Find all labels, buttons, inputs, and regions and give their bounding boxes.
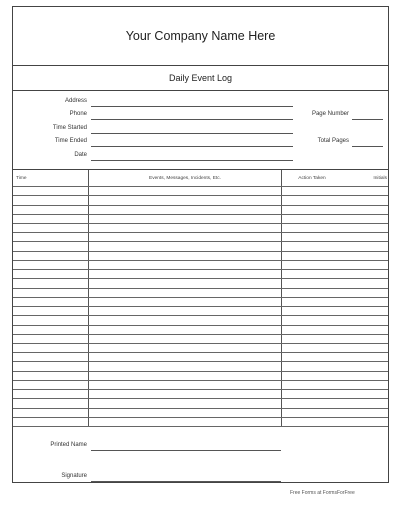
date-field[interactable] [91,160,293,161]
address-label: Address [64,98,87,104]
table-row-line [13,380,388,381]
printed-name-field[interactable] [91,450,281,451]
table-row-line [13,223,388,224]
form-credit: Free Forms at FormsForFree [290,490,355,496]
printed-name-label: Printed Name [50,442,87,448]
table-row-line [13,343,388,344]
company-name: Your Company Name Here [13,7,388,66]
events-column-header: Events, Messages, Incidents, Etc. [149,175,221,181]
table-row-line [13,214,388,215]
table-row-line [13,269,388,270]
action-column-header: Action Taken [298,175,326,181]
event-log-form [12,6,389,483]
table-row-line [13,186,388,187]
phone-field[interactable] [91,119,293,120]
info-section [13,91,388,170]
table-row-line [13,352,388,353]
table-row-line [13,251,388,252]
table-row-line [13,417,388,418]
total-pages-label: Total Pages [317,138,349,144]
time-ended-label: Time Ended [54,138,87,144]
time-column-header: Time [16,175,27,181]
table-row-line [13,389,388,390]
table-row-line [13,315,388,316]
address-field[interactable] [91,106,293,107]
page-number-label: Page Number [311,111,349,117]
phone-label: Phone [69,111,87,117]
total-pages-field[interactable] [352,146,383,147]
table-row-line [13,288,388,289]
time-ended-field[interactable] [91,146,293,147]
column-divider [88,170,89,426]
table-row-line [13,361,388,362]
table-row-line [13,278,388,279]
signature-label: Signature [61,473,87,479]
table-row-line [13,297,388,298]
table-row-line [13,325,388,326]
table-row-line [13,205,388,206]
table-row-line [13,371,388,372]
table-row-line [13,398,388,399]
column-divider [281,170,282,426]
initials-column-header: Initials [373,175,387,181]
time-started-label: Time Started [52,125,87,131]
event-log-table [13,170,388,427]
table-row-line [13,260,388,261]
form-title: Daily Event Log [13,66,388,91]
table-row-line [13,408,388,409]
table-row-line [13,334,388,335]
table-row-line [13,306,388,307]
signature-field[interactable] [91,481,281,482]
page-number-field[interactable] [352,119,383,120]
table-row-line [13,241,388,242]
signature-section [13,427,388,482]
table-row-line [13,232,388,233]
date-label: Date [74,152,87,158]
time-started-field[interactable] [91,133,293,134]
table-row-line [13,195,388,196]
